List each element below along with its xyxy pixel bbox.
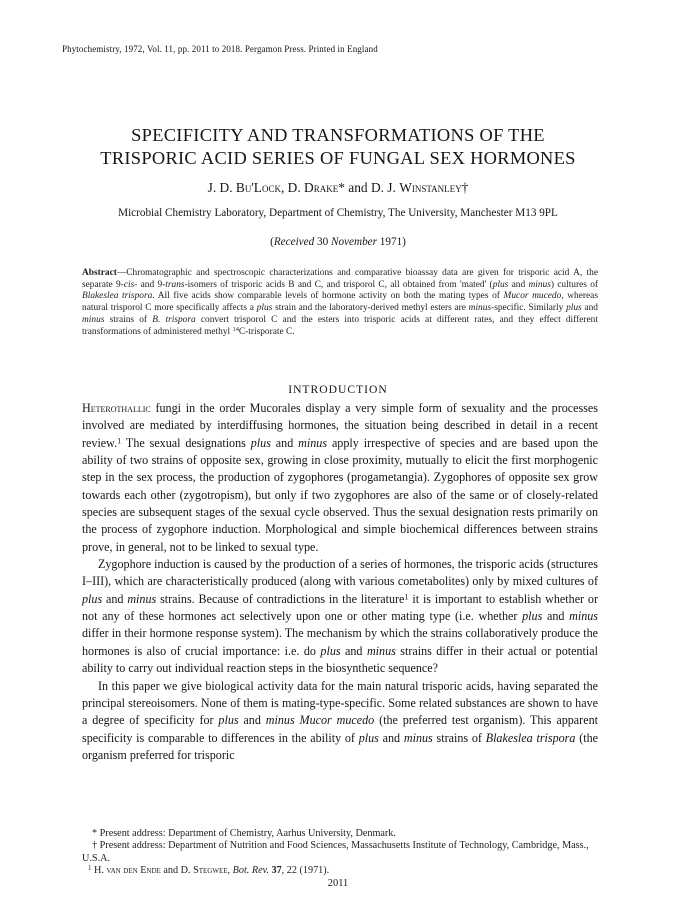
abstract-run: and — [581, 303, 598, 314]
italic-term: plus — [358, 730, 379, 745]
abstract-run: strain and the laboratory-derived methyl esters are — [272, 303, 469, 314]
italic-term: plus — [320, 643, 341, 658]
paren-close: ) — [402, 236, 406, 248]
text-run: and — [238, 713, 266, 728]
paragraph-1 — [82, 400, 598, 556]
reference-journal: , Bot. Rev. — [227, 864, 269, 876]
abstract-run: , whereas natural trisporol C more specifically affects a — [82, 291, 598, 314]
abstract-run: C-trisporate C. — [238, 326, 295, 337]
author-separator-and: and — [344, 180, 371, 195]
italic-term: minus — [468, 303, 492, 314]
received-date — [40, 236, 636, 248]
abstract — [82, 268, 598, 338]
paragraph-3 — [82, 678, 598, 765]
italic-term: trans — [165, 279, 185, 290]
italic-term: plus — [256, 303, 273, 314]
text-run: apply irrespective of species and are based upon the ability of two strains of opposite sex, growing in close proximity, mutually to elicit the first morphogenic step in the sex process, the production of zygophores (progametangia). Zygophores of opposite sex grow towards each other (zygotropism), but only if two zygophores are also of the same or of closely-related species are subsequent stages of the sexual cycle observed. Thus the sexual designation rests primarily on the process of zygophore induction. Morphological and simple biochemical differences between strains prove, in general, not to be linked to sexual type. — [82, 435, 598, 554]
abstract-run: - and 9- — [134, 279, 166, 290]
author-list — [40, 180, 636, 196]
reference-superscript: 1 — [117, 436, 122, 445]
footnote-2-text: † Present address: Department of Nutrition and Food Sciences, Massachusetts Institute of Technology, Cambridge, Mass., U.S.A. — [82, 840, 589, 864]
text-run: and — [102, 591, 128, 606]
abstract-text — [82, 268, 598, 338]
species-name: Blakeslea trispora — [82, 291, 153, 302]
section-heading-introduction: INTRODUCTION — [288, 383, 388, 396]
paren-open: ( — [270, 236, 274, 248]
text-run: Zygophore induction is caused by the production of a series of hormones, the trisporic acids (structures I–III), which are characteristically produced (along with various cometabolites) only by mixed cultures of — [82, 557, 598, 589]
italic-term: plus — [250, 435, 271, 450]
text-run: (the preferred test organism). This apparent specificity is comparable to differences in the ability of — [82, 713, 598, 745]
page-number: 2011 — [327, 878, 349, 889]
affiliation: Microbial Chemistry Laboratory, Department of Chemistry, The University, Manchester M13 9PL — [118, 207, 558, 219]
text-run: fungi in the order Mucorales display a very simple form of sexuality and the processes involved are mediated by interdiffusing hormones, the situation being described in detail in a recent review. — [82, 401, 598, 450]
author-2-footnote-mark: * — [338, 180, 345, 195]
species-name: Mucor mucedo — [503, 291, 562, 302]
title-line-2: TRISPORIC ACID SERIES OF FUNGAL SEX HORMONES — [100, 148, 576, 168]
author-3-surname: Winstanley — [399, 180, 462, 195]
text-run: strains of — [432, 730, 486, 745]
reference-superscript: 1 — [404, 592, 409, 602]
italic-term: minus — [265, 713, 295, 728]
abstract-run: -isomers of trisporic acids B and C, and trisporol C, all obtained from 'mated' ( — [184, 279, 493, 290]
italic-term: minus — [528, 279, 551, 290]
isotope-superscript: 14 — [232, 325, 239, 333]
abstract-run: ) cultures of — [550, 279, 599, 290]
abstract-run: strains of — [104, 314, 153, 325]
author-3-footnote-mark: † — [461, 180, 469, 195]
species-name: Mucor mucedo — [299, 713, 375, 728]
received-year: 1971 — [376, 236, 403, 248]
footnote-reference-1 — [82, 865, 598, 877]
italic-term: minus — [366, 643, 396, 658]
italic-term: minus — [82, 314, 105, 325]
footnotes — [82, 828, 598, 877]
italic-term: minus — [127, 591, 157, 606]
title-line-1: SPECIFICITY AND TRANSFORMATIONS OF THE — [131, 125, 545, 145]
reference-and: and — [160, 864, 181, 876]
running-head: Phytochemistry, 1972, Vol. 11, pp. 2011 to 2018. Pergamon Press. Printed in England — [62, 44, 378, 54]
species-name: Blakeslea trispora — [485, 730, 576, 745]
footnote-1: * Present address: Department of Chemistry, Aarhus University, Denmark. — [92, 828, 396, 839]
introduction-body — [82, 400, 598, 764]
author-1-initials: J. D. — [207, 180, 236, 195]
abstract-run: convert trisporol C and the esters into trisporic acids at different rates, and they effect different transformations of administered methyl — [82, 314, 598, 337]
paragraph-2 — [82, 556, 598, 677]
reference-volume: 37 — [268, 864, 282, 876]
italic-term: plus — [82, 591, 103, 606]
received-label: Received — [273, 236, 315, 248]
text-run: In this paper we give biological activity data for the main natural trisporic acids, having separated the principal stereoisomers. None of them is mating-type-specific. Some related substances are shown to have a degree of specificity for — [82, 678, 598, 728]
received-day: 30 — [314, 236, 331, 248]
italic-term: plus — [566, 303, 582, 314]
abstract-label: Abstract — [82, 268, 117, 278]
article-title — [40, 124, 636, 170]
reference-author: D. Stegwee — [180, 864, 228, 876]
text-run: differ in their hormone response system). The mechanism by which the strains collaboratively produce the hormones is also of crucial importance: i.e. do — [82, 626, 598, 658]
italic-term: cis — [123, 279, 135, 290]
received-month: November — [331, 236, 377, 248]
text-run: and — [340, 643, 367, 658]
italic-term: plus — [218, 713, 239, 728]
author-2-surname: Drake — [304, 180, 339, 195]
reference-number: 1 — [88, 864, 92, 872]
text-run: and — [270, 435, 299, 450]
text-run: strains differ in their actual or potential ability to carry out individual reaction steps in the biosynthetic sequence? — [82, 643, 598, 676]
text-run: (the organism preferred for trisporic — [82, 730, 598, 762]
author-2-initials: D. — [287, 180, 305, 195]
footnote-2 — [82, 840, 598, 865]
reference-author: H. van den Ende — [91, 864, 161, 876]
italic-term: plus — [492, 279, 509, 290]
lead-word: Heterothallic — [82, 401, 151, 415]
italic-term: plus — [522, 609, 543, 624]
reference-pages: , 22 (1971). — [281, 864, 330, 876]
abstract-run: Chromatographic and spectroscopic characterizations and comparative bioassay data are given for trisporic acid A, the separate 9- — [82, 268, 598, 290]
abstract-dash: — — [116, 268, 127, 278]
abstract-run: and — [508, 279, 529, 290]
italic-term: minus — [403, 730, 433, 745]
text-run: it is important to establish whether or not any of these hormones act selectively upon one or other mating type (i.e. whether — [82, 591, 599, 624]
author-separator: , — [280, 180, 288, 195]
text-run: The sexual designations — [121, 435, 251, 450]
text-run: strains. Because of contradictions in the literature — [156, 591, 405, 606]
text-run: and — [378, 730, 404, 745]
author-3-initials: D. J. — [370, 180, 400, 195]
author-1-surname: Bu'Lock — [235, 180, 281, 195]
italic-term: minus — [298, 435, 328, 450]
abstract-run: -specific. Similarly — [491, 303, 567, 314]
text-run: and — [542, 609, 570, 624]
italic-term: minus — [569, 609, 598, 624]
species-name: B. trispora — [152, 314, 196, 325]
abstract-run: . All five acids show comparable levels of hormone activity on both the mating types of — [152, 291, 504, 302]
